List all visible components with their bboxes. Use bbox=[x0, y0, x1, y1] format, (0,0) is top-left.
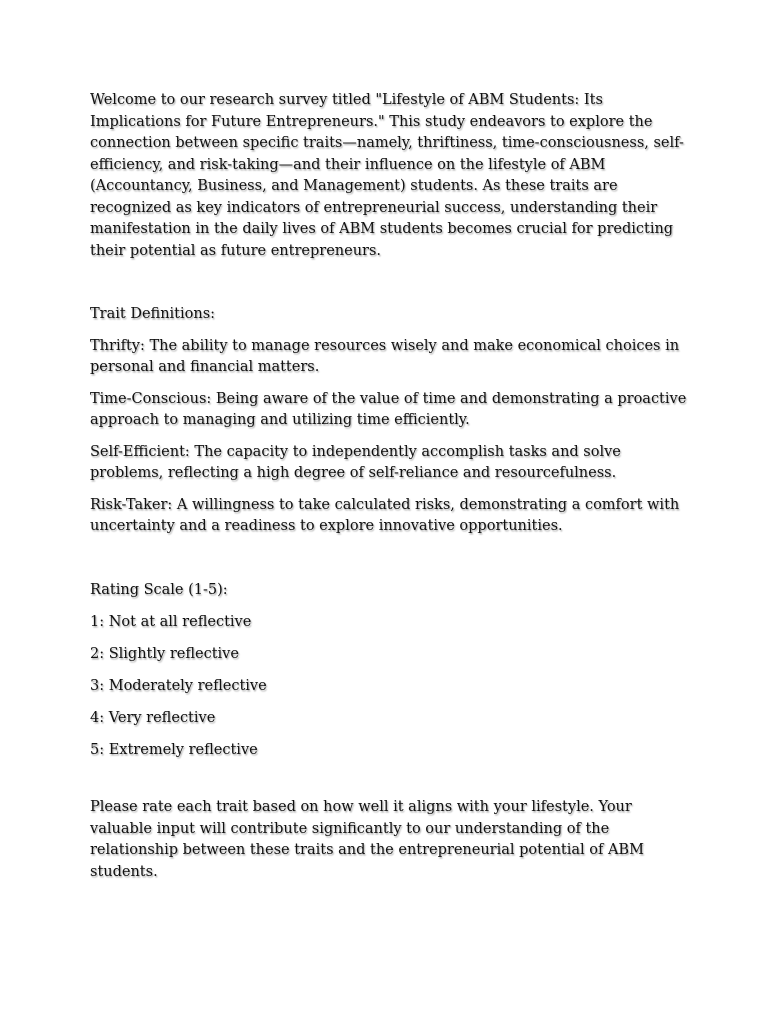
rating-scale-section bbox=[90, 580, 690, 762]
definition-self-efficient: Self-Efficient: The capacity to independently accomplish tasks and solve problems, reflecting a high degree of self-reliance and resourcefulness. bbox=[90, 443, 621, 481]
trait-definitions-section bbox=[90, 304, 690, 538]
rating-scale-item-2: 2: Slightly reflective bbox=[90, 645, 239, 662]
rating-scale-item-1: 1: Not at all reflective bbox=[90, 613, 252, 630]
closing-paragraph: Please rate each trait based on how well it aligns with your lifestyle. Your valuable input will contribute significantly to our understanding of the relationship between these traits and the entrepreneurial potential of ABM students. bbox=[90, 799, 644, 880]
intro-paragraph: Welcome to our research survey titled "Lifestyle of ABM Students: Its Implications for Future Entrepreneurs." This study endeavors to explore the connection between specific traits—namely, thriftiness, time-consciousness, self-efficiency, and risk-taking—and their influence on the lifestyle of ABM (Accountancy, Business, and Management) students. As these traits are recognized as key indicators of entrepreneurial success, understanding their manifestation in the daily lives of ABM students becomes crucial for predicting their potential as future entrepreneurs. bbox=[90, 92, 684, 259]
trait-definitions-heading: Trait Definitions: bbox=[90, 306, 216, 322]
rating-scale-heading: Rating Scale (1-5): bbox=[90, 581, 228, 598]
definition-risk-taker: Risk-Taker: A willingness to take calculated risks, demonstrating a comfort with uncertainty and a readiness to explore innovative opportunities. bbox=[90, 496, 680, 534]
rating-scale-item-4: 4: Very reflective bbox=[90, 709, 216, 726]
rating-scale-item-3: 3: Moderately reflective bbox=[90, 677, 267, 694]
definition-time-conscious: Time-Conscious: Being aware of the value of time and demonstrating a proactive approach to managing and utilizing time efficiently. bbox=[90, 390, 687, 428]
document-page bbox=[90, 90, 690, 883]
rating-scale-item-5: 5: Extremely reflective bbox=[90, 741, 258, 758]
definition-thrifty: Thrifty: The ability to manage resources wisely and make economical choices in personal and financial matters. bbox=[90, 337, 680, 375]
